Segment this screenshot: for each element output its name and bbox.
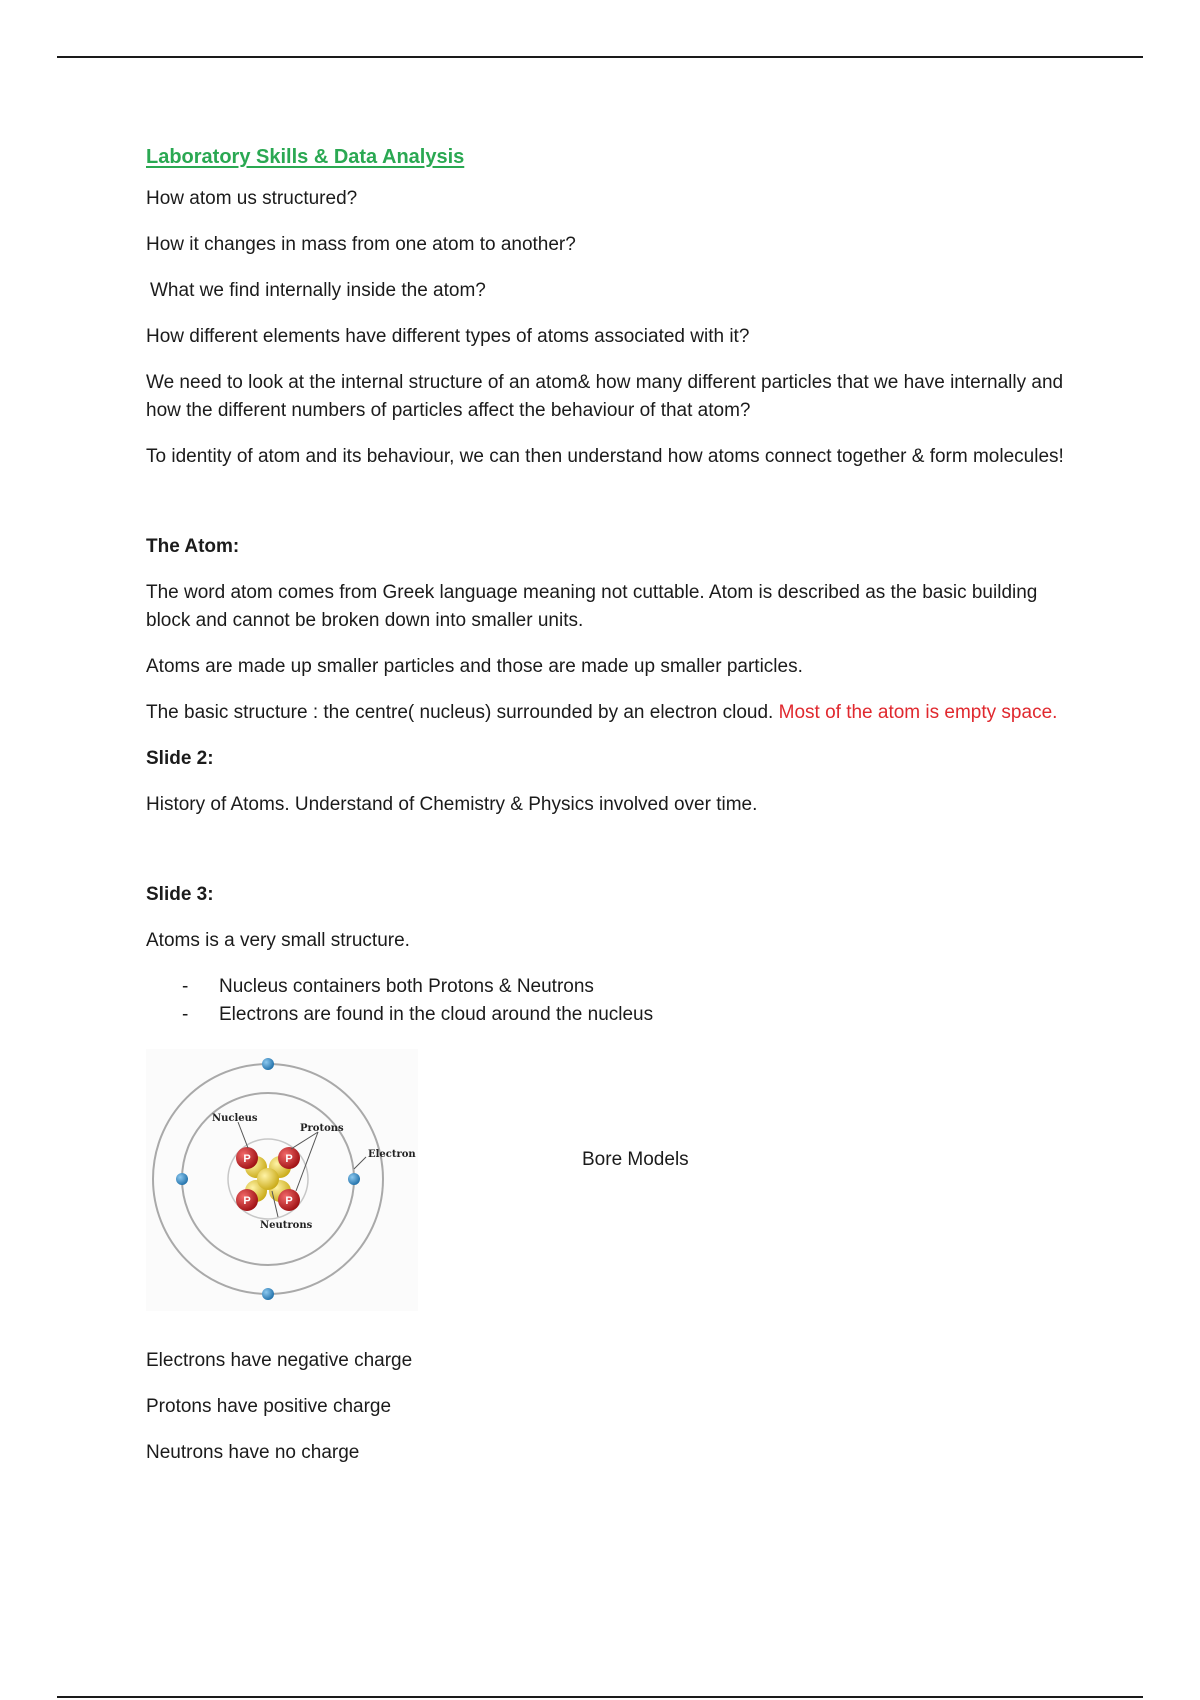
bullet-item: - Nucleus containers both Protons & Neutrons xyxy=(146,973,1066,1001)
intro-question-2: How it changes in mass from one atom to another? xyxy=(146,234,576,255)
bullet-item: - Electrons are found in the cloud around the nucleus xyxy=(146,1001,1066,1029)
atom-paragraph-2: Atoms are made up smaller particles and those are made up smaller particles. xyxy=(146,656,803,677)
charge-electrons: Electrons have negative charge xyxy=(146,1350,413,1371)
intro-question-3: What we find internally inside the atom? xyxy=(150,280,486,301)
slide3-text: Atoms is a very small structure. xyxy=(146,930,410,951)
charge-protons: Protons have positive charge xyxy=(146,1396,392,1417)
atom-figure xyxy=(146,1049,1066,1311)
slide2-heading: Slide 2: xyxy=(146,748,214,769)
protons-label: Protons xyxy=(300,1123,344,1134)
intro-question-4: How different elements have different types of atoms associated with it? xyxy=(146,326,750,347)
diagram-caption: Bore Models xyxy=(582,1149,689,1170)
intro-paragraph-2: To identity of atom and its behaviour, we can then understand how atoms connect together & form molecules! xyxy=(146,446,1064,467)
atom-heading: The Atom: xyxy=(146,536,240,557)
intro-question-1: How atom us structured? xyxy=(146,188,358,209)
header-rule xyxy=(57,56,1143,58)
neutron-particle xyxy=(257,1168,279,1190)
document-page xyxy=(146,140,1066,1485)
nucleus-label: Nucleus xyxy=(212,1113,258,1124)
neutrons-label: Neutrons xyxy=(260,1220,313,1231)
electron-particle xyxy=(262,1058,274,1070)
slide3-heading: Slide 3: xyxy=(146,884,214,905)
footer-rule xyxy=(57,1696,1143,1698)
proton-symbol: P xyxy=(243,1153,251,1165)
slide3-bullet-list xyxy=(146,973,1066,1029)
proton-symbol: P xyxy=(285,1153,293,1165)
electron-particle xyxy=(176,1173,188,1185)
document-title: Laboratory Skills & Data Analysis xyxy=(146,146,465,168)
electron-particle xyxy=(262,1288,274,1300)
bohr-model-diagram xyxy=(146,1049,418,1311)
atom-paragraph-3 xyxy=(146,699,1066,727)
electron-label: Electron xyxy=(368,1149,416,1160)
atom-structure-text: The basic structure : the centre( nucleus) surrounded by an electron cloud. xyxy=(146,702,774,723)
charge-neutrons: Neutrons have no charge xyxy=(146,1442,360,1463)
electron-particle xyxy=(348,1173,360,1185)
intro-paragraph-1: We need to look at the internal structure of an atom& how many different particles that we have internally and how the different numbers of particles affect the behaviour of that atom? xyxy=(146,372,1064,421)
atom-paragraph-1: The word atom comes from Greek language meaning not cuttable. Atom is described as the basic building block and cannot be broken down into smaller units. xyxy=(146,582,1038,631)
empty-space-highlight: Most of the atom is empty space. xyxy=(778,702,1058,723)
proton-symbol: P xyxy=(285,1195,293,1207)
slide2-text: History of Atoms. Understand of Chemistry & Physics involved over time. xyxy=(146,794,758,815)
proton-symbol: P xyxy=(243,1195,251,1207)
